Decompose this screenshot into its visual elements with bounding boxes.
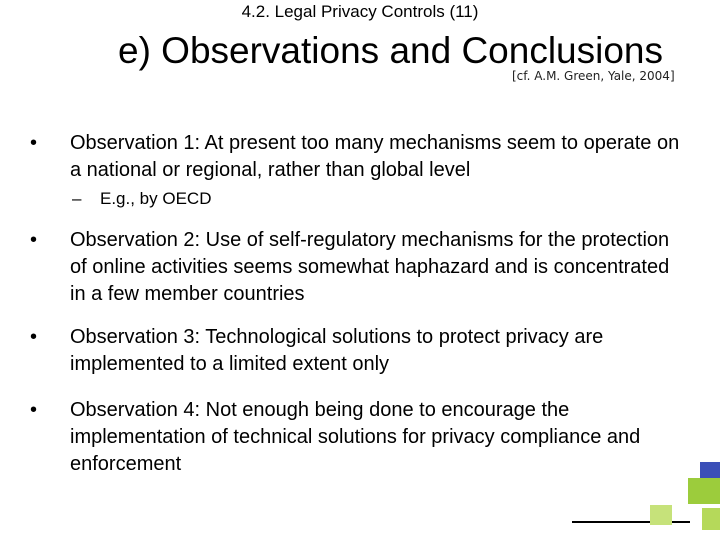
- sub-bullet-text: E.g., by OECD: [100, 189, 212, 208]
- decorative-square-light-green: [650, 505, 672, 525]
- bullet-observation-4: [0, 397, 720, 478]
- sub-bullet-example: [0, 188, 720, 210]
- bullet-text: Observation 3: Technological solutions to protect privacy are implemented to a limited extent only: [70, 326, 604, 375]
- bullet-text: Observation 1: At present too many mechanisms seem to operate on a national or regional, rather than global level: [70, 132, 680, 181]
- citation: [cf. A.M. Green, Yale, 2004]: [512, 69, 675, 83]
- bullet-marker: •: [30, 132, 38, 154]
- bullet-observation-1: [0, 130, 720, 210]
- slide-title: e) Observations and Conclusions: [118, 30, 664, 71]
- bullet-list: [0, 130, 720, 478]
- bullet-marker: •: [30, 399, 38, 421]
- bullet-text: Observation 4: Not enough being done to encourage the implementation of technical solutions for privacy compliance and enforcement: [70, 399, 641, 475]
- bullet-text: Observation 2: Use of self-regulatory mechanisms for the protection of online activities seems somewhat haphazard and is concentrated in a few member countries: [70, 229, 670, 305]
- bullet-marker: •: [30, 229, 38, 251]
- sub-bullet-marker: –: [72, 189, 82, 208]
- decorative-square-green: [688, 478, 720, 504]
- decorative-square-green-right: [702, 508, 720, 530]
- decorative-rule: [572, 521, 690, 523]
- section-header: 4.2. Legal Privacy Controls (11): [241, 2, 479, 21]
- bullet-observation-2: [0, 227, 720, 308]
- bullet-observation-3: [0, 324, 720, 378]
- bullet-marker: •: [30, 326, 38, 348]
